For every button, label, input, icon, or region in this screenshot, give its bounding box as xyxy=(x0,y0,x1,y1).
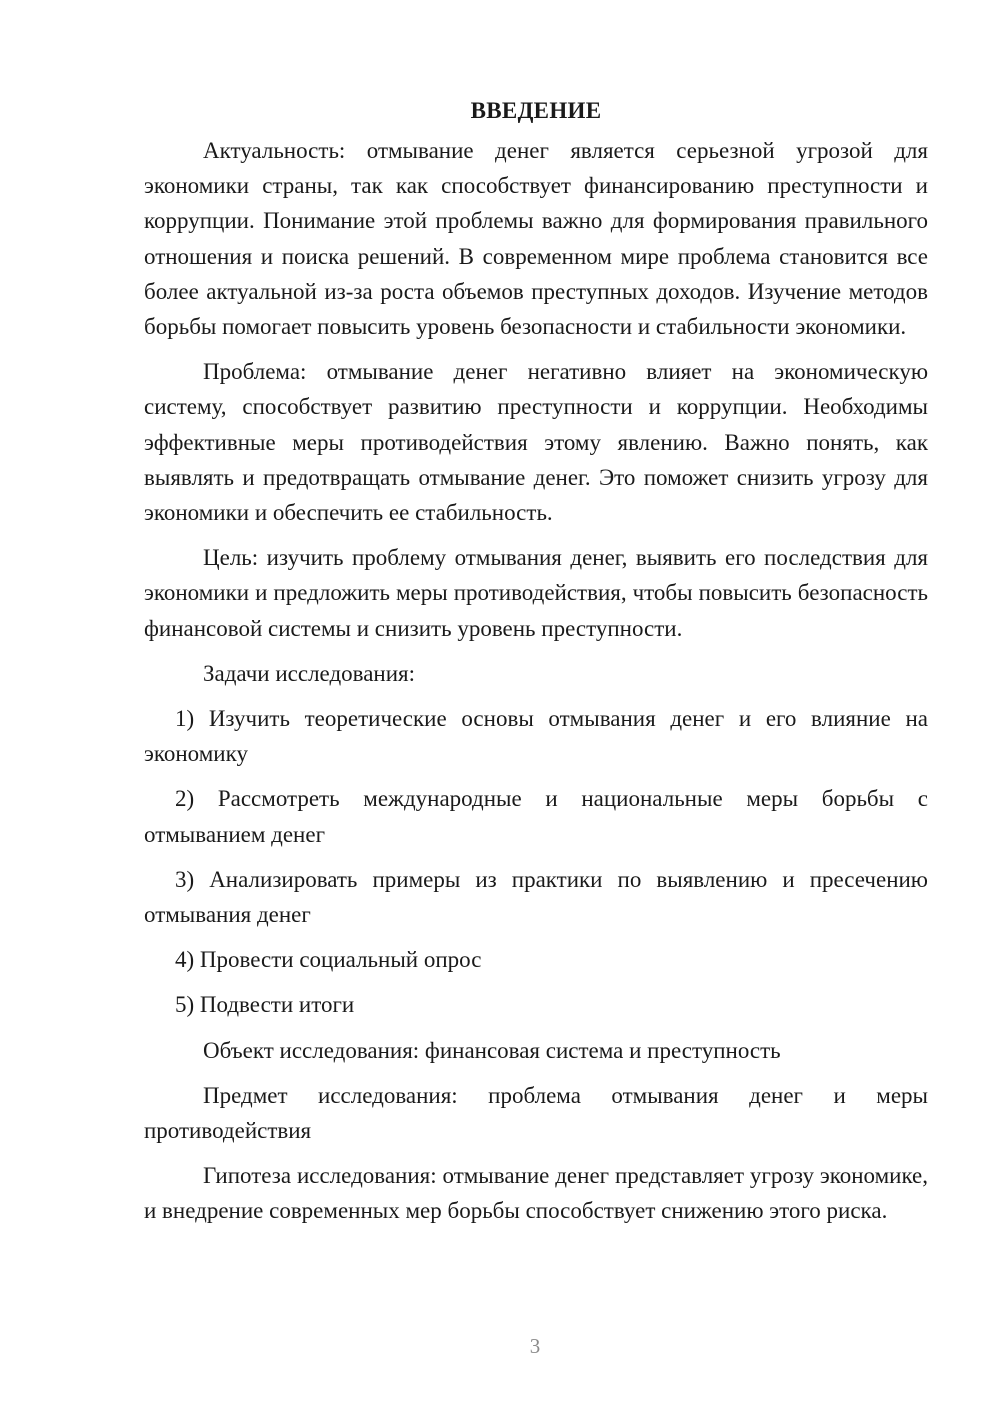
tasks-heading: Задачи исследования: xyxy=(203,660,416,686)
hypothesis-paragraph: Гипотеза исследования: отмывание денег представляет угрозу экономике, и внедрение современных мер борьбы способствует снижению этого риска. xyxy=(144,1163,928,1224)
task-item: 1) Изучить теоретические основы отмывания денег и его влияние на экономику xyxy=(144,706,928,767)
document-page xyxy=(144,95,928,1229)
relevance-paragraph: Актуальность: отмывание денег является серьезной угрозой для экономики страны, так как способствует финансированию преступности и коррупции. Понимание этой проблемы важно для формирования правильного отношения и поиска решений. В современном мире проблема становится все более актуальной из-за роста объемов преступных доходов. Изучение методов борьбы помогает повысить уровень безопасности и стабильности экономики. xyxy=(144,138,928,340)
object-paragraph: Объект исследования: финансовая система и преступность xyxy=(203,1037,781,1063)
task-item: 4) Провести социальный опрос xyxy=(175,947,482,973)
task-item: 3) Анализировать примеры из практики по выявлению и пресечению отмывания денег xyxy=(144,866,928,928)
page-number: 3 xyxy=(529,1334,541,1358)
document-title: ВВЕДЕНИЕ xyxy=(470,98,602,123)
task-item: 2) Рассмотреть международные и национальные меры борьбы с отмыванием денег xyxy=(144,786,928,847)
subject-paragraph: Предмет исследования: проблема отмывания денег и меры противодействия xyxy=(144,1082,928,1144)
problem-paragraph: Проблема: отмывание денег негативно влияет на экономическую систему, способствует развитию преступности и коррупции. Необходимы эффективные меры противодействия этому явлению. Важно понять, как выявлять и предотвращать отмывание денег. Это поможет снизить угрозу для экономики и обеспечить ее стабильность. xyxy=(144,359,928,526)
goal-paragraph: Цель: изучить проблему отмывания денег, выявить его последствия для экономики и предложить меры противодействия, чтобы повысить безопасность финансовой системы и снизить уровень преступности. xyxy=(144,545,928,641)
task-item: 5) Подвести итоги xyxy=(175,992,355,1018)
